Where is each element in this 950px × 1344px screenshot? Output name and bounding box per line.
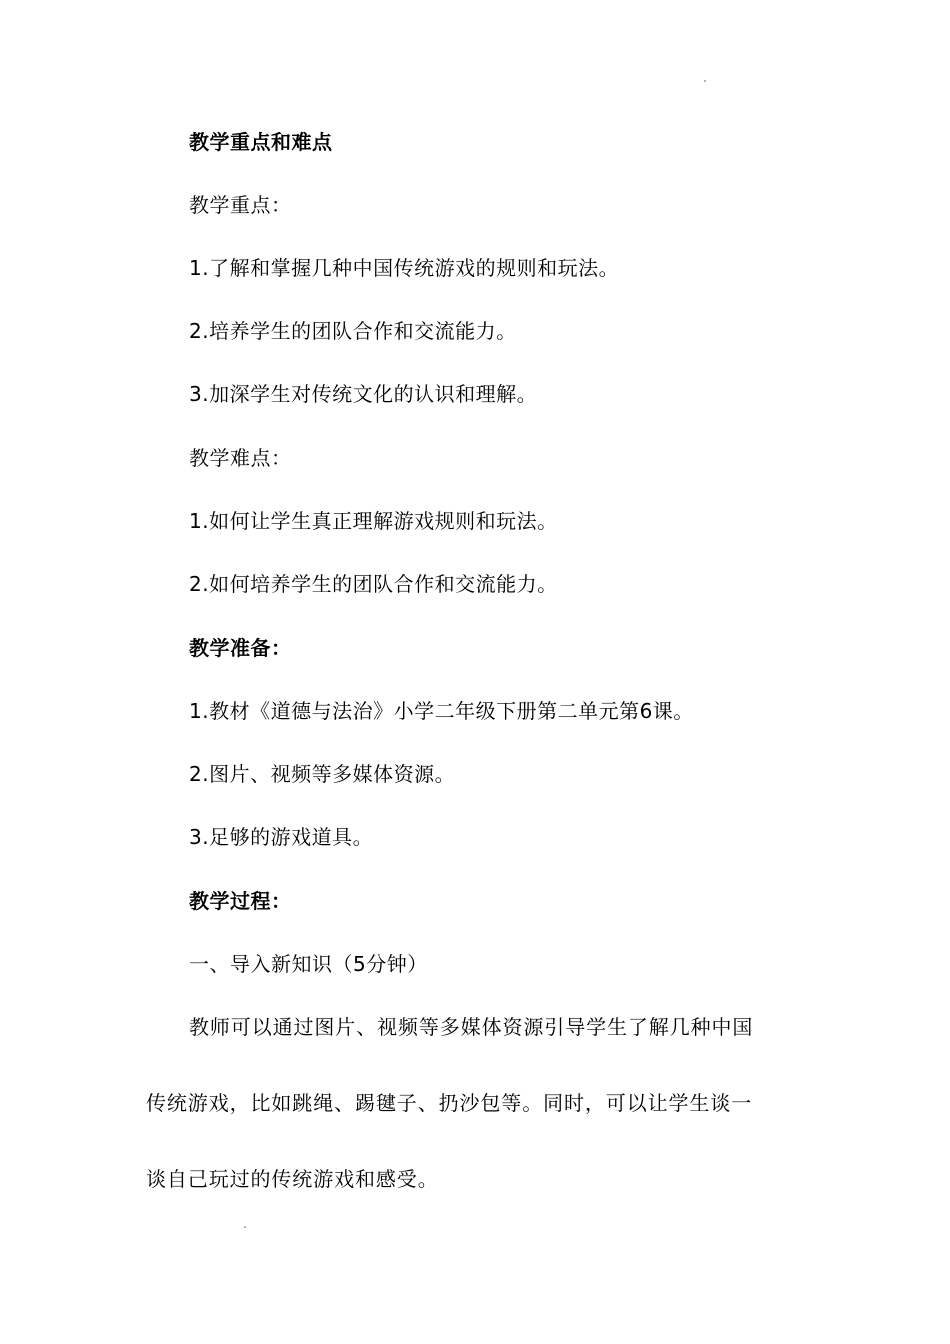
preparation-heading: 教学准备：	[189, 636, 292, 660]
difficulty-item: 1.如何让学生真正理解游戏规则和玩法。	[189, 509, 558, 533]
key-point-item: 2.培养学生的团队合作和交流能力。	[189, 319, 517, 343]
step1-paragraph-line: 谈自己玩过的传统游戏和感受。	[146, 1167, 439, 1191]
preparation-item: 1.教材《道德与法治》小学二年级下册第二单元第6课。	[189, 699, 694, 723]
step1-paragraph-line: 教师可以通过图片、视频等多媒体资源引导学生了解几种中国	[189, 1015, 754, 1039]
heading-key-points: 教学重点和难点	[189, 130, 333, 154]
difficulties-label: 教学难点：	[189, 446, 292, 470]
step1-paragraph-line: 传统游戏，比如跳绳、踢毽子、扔沙包等。同时，可以让学生谈一	[146, 1091, 753, 1115]
process-heading: 教学过程：	[189, 889, 292, 913]
key-point-item: 3.加深学生对传统文化的认识和理解。	[189, 382, 538, 406]
preparation-item: 2.图片、视频等多媒体资源。	[189, 762, 456, 786]
page-mark-bottom	[244, 1226, 246, 1228]
key-point-item: 1.了解和掌握几种中国传统游戏的规则和玩法。	[189, 256, 620, 280]
key-points-label: 教学重点：	[189, 193, 292, 217]
difficulty-item: 2.如何培养学生的团队合作和交流能力。	[189, 572, 558, 596]
step1-title: 一、导入新知识（5分钟）	[189, 952, 428, 976]
page-mark-top	[704, 80, 706, 82]
preparation-item: 3.足够的游戏道具。	[189, 825, 374, 849]
